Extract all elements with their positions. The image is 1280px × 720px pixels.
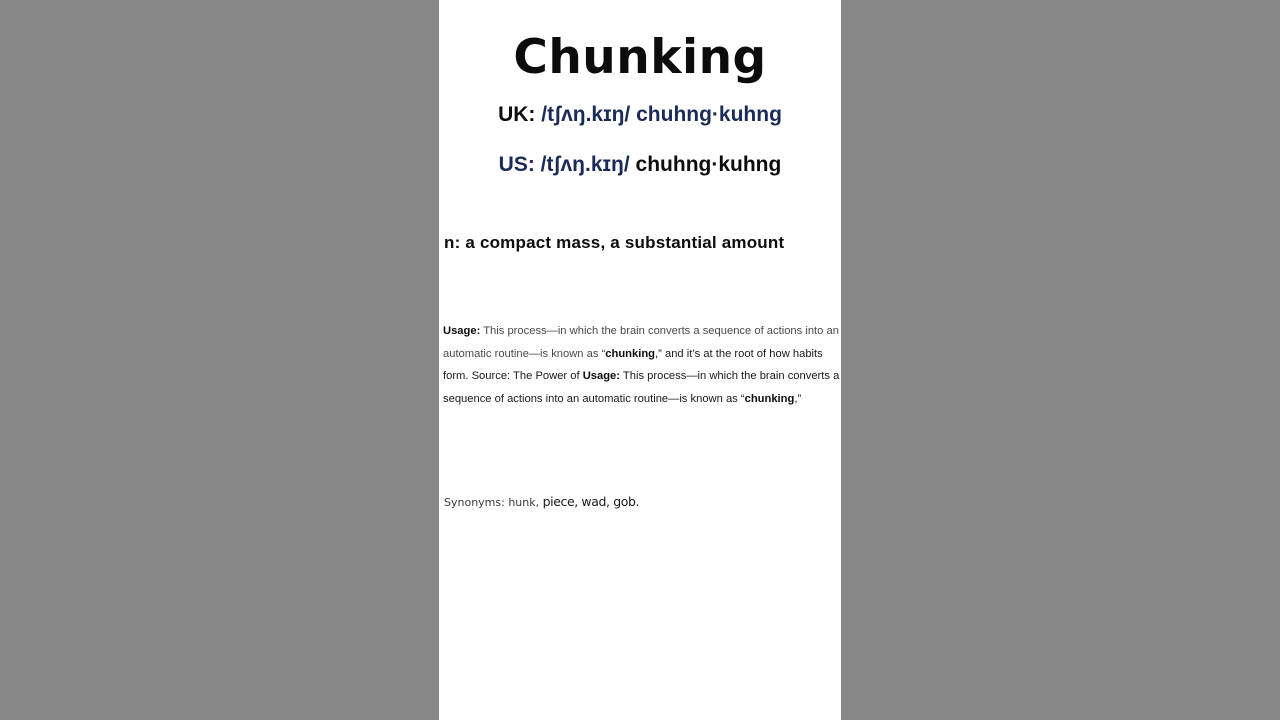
synonyms-rest: piece, wad, gob. — [542, 494, 640, 509]
uk-pronunciation — [439, 103, 841, 127]
usage-text-2: ,” and it’s at the root of how habits form. Source: The Power of — [443, 347, 823, 382]
word-card — [439, 0, 841, 720]
synonyms-first: hunk, — [508, 496, 540, 509]
usage-highlight-2: chunking — [744, 392, 795, 405]
us-label: US: — [498, 153, 535, 176]
us-pronunciation — [439, 153, 841, 177]
usage-label-repeat: Usage: — [582, 370, 621, 382]
usage-text-4: ,” — [794, 392, 802, 405]
uk-respelling: chuhng·kuhng — [636, 103, 782, 126]
uk-ipa: /tʃʌŋ.kɪŋ/ — [541, 103, 631, 126]
us-respelling: chuhng·kuhng — [635, 153, 782, 176]
usage-highlight: chunking — [605, 347, 656, 360]
uk-label: UK: — [498, 103, 536, 126]
synonyms-label: Synonyms: — [444, 496, 505, 509]
usage-text-1: This process—in which the brain converts a sequence of actions into an automatic routine—is known as “ — [443, 325, 839, 360]
us-ipa: /tʃʌŋ.kɪŋ/ — [540, 153, 630, 176]
definition: n: a compact mass, a substantial amount — [444, 233, 785, 252]
usage-paragraph — [443, 320, 841, 410]
word-title: Chunking — [513, 30, 767, 85]
usage-label: Usage: — [443, 325, 481, 337]
usage-text-3: This process—in which the brain converts a sequence of actions into an automatic routine—is known as “ — [443, 370, 840, 405]
synonyms — [444, 494, 639, 509]
